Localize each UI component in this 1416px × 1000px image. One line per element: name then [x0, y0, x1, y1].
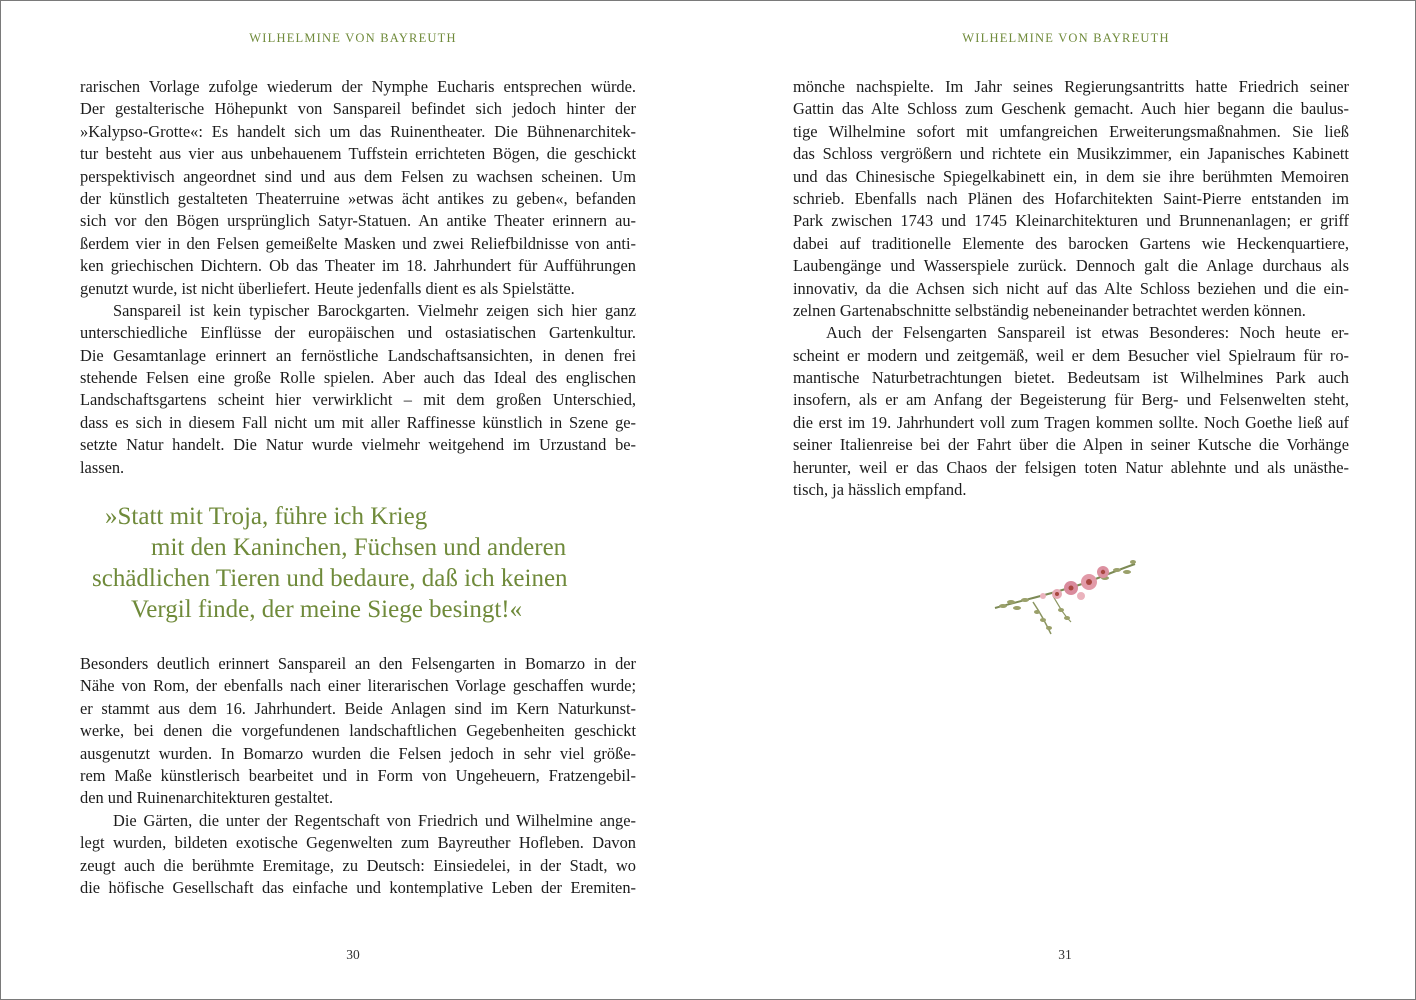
right-page — [708, 1, 1415, 999]
left-page — [1, 1, 708, 999]
text-line: den und Ruinenarchitekturen gestaltet. — [80, 788, 334, 808]
quote-line: »Statt mit Troja, führe ich Krieg — [105, 503, 428, 530]
text-line: und das Chinesische Spiegelkabinett ein, in dem sie ihre berühmten Memoiren — [793, 166, 1349, 186]
quote-line: mit den Kaninchen, Füchsen und anderen — [151, 534, 567, 561]
text-line: lassen. — [80, 457, 125, 477]
text-line: er stammt aus dem 16. Jahrhundert. Beide Anlagen sind im Kern Naturkunst- — [80, 698, 636, 718]
text-line: Park zwischen 1743 und 1745 Kleinarchitekturen und Brunnenanlagen; er griff — [793, 211, 1349, 231]
text-line: stehende Felsen eine große Rolle spielen. Aber auch das Ideal des englischen — [80, 368, 636, 388]
text-line: rarischen Vorlage zufolge wiederum der Nymphe Eucharis entsprechen würde. — [80, 77, 636, 96]
text-line: Auch der Felsengarten Sanspareil ist etwas Besonderes: Noch heute er- — [826, 323, 1349, 343]
text-line: unterschiedliche Einflüsse der europäischen und ostasiatischen Gartenkultur. — [80, 323, 636, 343]
body-text-block — [80, 653, 636, 899]
text-line: mantische Naturbetrachtungen bietet. Bedeutsam ist Wilhelmines Park auch — [793, 368, 1349, 388]
text-line: legt wurden, bildeten exotische Gegenwelten zum Bayreuther Hofleben. Davon — [80, 833, 636, 853]
text-line: setzte Natur handelt. Die Natur wurde vielmehr weitgehend im Urzustand be- — [80, 435, 636, 455]
text-line: mönche nachspielte. Im Jahr seines Regierungsantritts hatte Friedrich seiner — [793, 77, 1349, 96]
text-line: herunter, weil er das Chaos der felsigen toten Natur ablehnte und als unästhe- — [793, 457, 1349, 477]
text-line: Die Gesamtanlage erinnert an fernöstliche Landschaftsansichten, in denen frei — [80, 345, 636, 365]
text-line: das Schloss vergrößern und richtete ein Musikzimmer, ein Japanisches Kabinett — [793, 144, 1349, 164]
text-line: Der gestalterische Höhepunkt von Sanspareil befindet sich jedoch hinter der — [80, 99, 636, 119]
text-line: scheint er modern und zeitgemäß, weil er dem Besucher viel Spielraum für ro- — [793, 345, 1349, 365]
text-line: tisch, ja hässlich empfand. — [793, 480, 967, 500]
text-line: Besonders deutlich erinnert Sanspareil an den Felsengarten in Bomarzo in der — [80, 654, 636, 673]
body-text-block — [793, 76, 1349, 501]
text-line: tige Wilhelmine sofort mit umfangreichen Erweiterungsmaßnahmen. Sie ließ — [793, 121, 1349, 141]
text-line: »Kalypso-Grotte«: Es handelt sich um das Ruinentheater. Die Bühnenarchitek- — [80, 121, 636, 141]
text-line: Nähe von Rom, der ebenfalls nach einer literarischen Vorlage geschaffen wurde; — [80, 676, 636, 696]
page-number: 30 — [346, 947, 360, 962]
text-line: der künstlich gestalteten Theaterruine »etwas ächt antikes zu geben«, befanden — [80, 188, 636, 208]
text-line: insofern, als er am Anfang der Begeisterung für Berg- und Felsenwelten steht, — [793, 390, 1349, 410]
text-line: seiner Italienreise bei der Fahrt über die Alpen in seiner Kutsche die Vorhänge — [793, 435, 1349, 455]
text-line: Laubengänge und Wasserspiele zurück. Dennoch galt die Anlage durchaus als — [793, 256, 1349, 276]
quote-line: schädlichen Tieren und bedaure, daß ich keinen — [92, 565, 568, 592]
text-line: perspektivisch angeordnet sind und aus dem Felsen zu wachsen scheinen. Um — [80, 166, 636, 186]
text-line: werke, bei denen die vorgefundenen landschaftlichen Gegebenheiten geschickt — [80, 721, 636, 741]
text-line: zeugt auch die berühmte Eremitage, zu Deutsch: Einsiedelei, in der Stadt, wo — [80, 855, 636, 875]
text-line: schrieb. Ebenfalls nach Plänen des Hofarchitekten Saint-Pierre entstanden im — [793, 188, 1349, 208]
text-line: ausgenutzt wurden. In Bomarzo wurden die Felsen jedoch in sehr viel größe- — [80, 743, 636, 763]
flower-sprig-icon — [993, 556, 1143, 646]
text-line: ken griechischen Dichtern. Ob das Theater im 18. Jahrhundert für Aufführungen — [80, 256, 636, 276]
running-head: WILHELMINE VON BAYREUTH — [962, 31, 1170, 45]
running-head: WILHELMINE VON BAYREUTH — [249, 31, 457, 45]
page-number: 31 — [1058, 947, 1072, 962]
text-line: sich vor den Bögen ursprünglich Satyr-Statuen. An antike Theater erinnern au- — [80, 211, 636, 231]
quote-line: Vergil finde, der meine Siege besingt!« — [131, 596, 523, 623]
text-line: rem Maße künstlerisch bearbeitet und in Form von Ungeheuern, Fratzengebil- — [80, 765, 636, 785]
text-line: dass es sich in diesem Fall nicht um mit aller Raffinesse künstlich in Szene ge- — [80, 412, 636, 432]
text-line: dabei auf traditionelle Elemente des barocken Gartens wie Heckenquartiere, — [793, 233, 1349, 253]
text-line: zelnen Gartenabschnitte selbständig nebeneinander betrachtet werden können. — [793, 300, 1306, 320]
text-line: genutzt wurde, ist nicht überliefert. Heute jedenfalls dient es als Spielstätte. — [80, 278, 575, 298]
text-line: Sanspareil ist kein typischer Barockgarten. Vielmehr zeigen sich hier ganz — [113, 300, 636, 320]
text-line: die erst im 19. Jahrhundert voll zum Tragen kommen sollte. Noch Goethe ließ auf — [793, 412, 1349, 432]
text-line: Die Gärten, die unter der Regentschaft von Friedrich und Wilhelmine ange- — [113, 810, 636, 830]
text-line: ßerdem vier in den Felsen gemeißelte Masken und zwei Reliefbildnisse von anti- — [80, 233, 636, 253]
text-line: Landschaftsgartens scheint hier verwirklicht – mit dem großen Unterschied, — [80, 390, 636, 410]
text-line: innovativ, da die Achsen sich nicht auf das Alte Schloss beziehen und die ein- — [793, 278, 1349, 298]
text-line: Gattin das Alte Schloss zum Geschenk gemacht. Auch hier begann die baulus- — [793, 99, 1349, 119]
text-line: tur besteht aus vier aus unbehauenem Tuffstein errichteten Bögen, die geschickt — [80, 144, 636, 164]
text-line: die höfische Gesellschaft das einfache und kontemplative Leben der Eremiten- — [80, 877, 636, 897]
body-text-block — [80, 76, 636, 479]
